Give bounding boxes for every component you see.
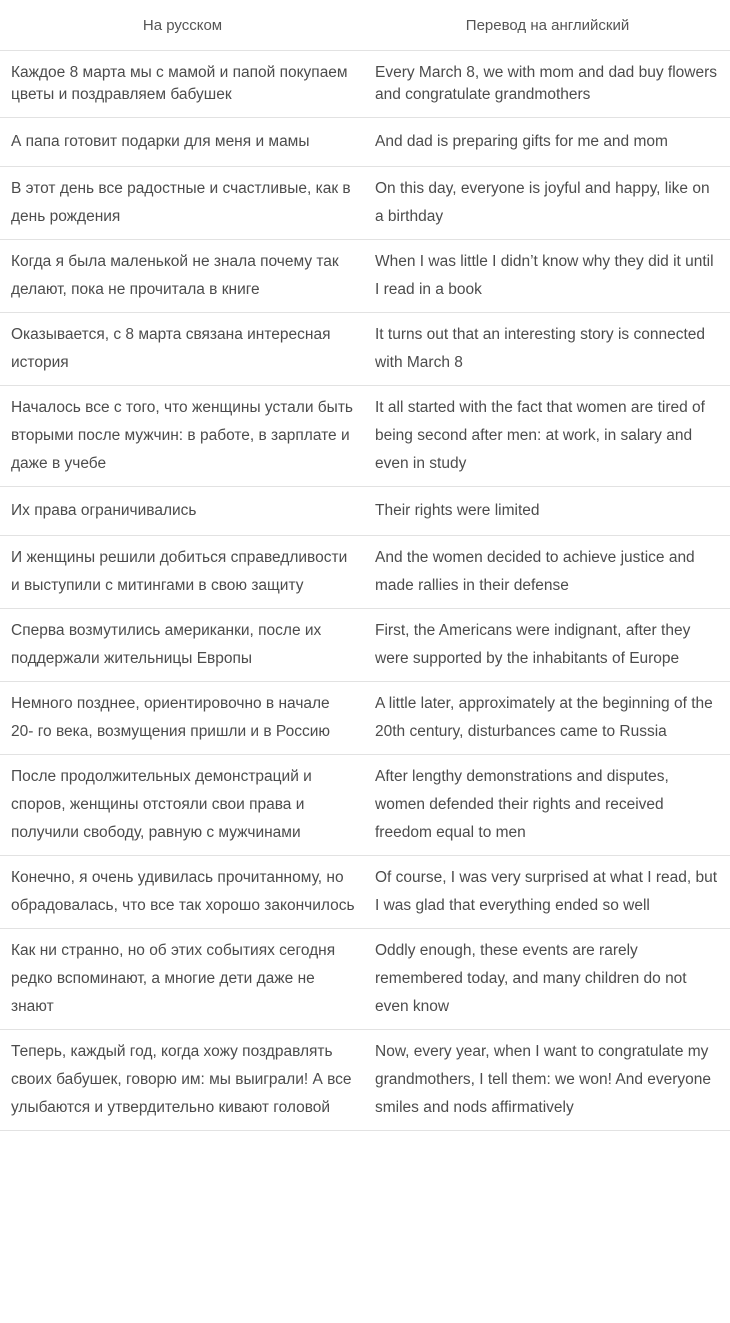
russian-cell: Каждое 8 марта мы с мамой и папой покупаем цветы и поздравляем бабушек: [0, 51, 365, 118]
russian-cell: Теперь, каждый год, когда хожу поздравлять своих бабушек, говорю им: мы выиграли! А все улыбаются и утвердительно кивают головой: [0, 1030, 365, 1131]
russian-cell: Началось все с того, что женщины устали быть вторыми после мужчин: в работе, в зарплате и даже в учебе: [0, 386, 365, 487]
english-cell: And dad is preparing gifts for me and mom: [365, 118, 730, 167]
english-cell: It turns out that an interesting story is connected with March 8: [365, 313, 730, 386]
english-cell: First, the Americans were indignant, after they were supported by the inhabitants of Europe: [365, 609, 730, 682]
table-row: [0, 609, 730, 682]
table-row: [0, 1030, 730, 1131]
russian-cell: Конечно, я очень удивилась прочитанному, но обрадовалась, что все так хорошо закончилось: [0, 856, 365, 929]
table-header-row: [0, 0, 730, 51]
english-cell: Now, every year, when I want to congratulate my grandmothers, I tell them: we won! And everyone smiles and nods affirmatively: [365, 1030, 730, 1131]
table-row: [0, 536, 730, 609]
english-cell: Oddly enough, these events are rarely remembered today, and many children do not even know: [365, 929, 730, 1030]
russian-cell: Их права ограничивались: [0, 487, 365, 536]
column-header-english: Перевод на английский: [365, 0, 730, 51]
english-cell: When I was little I didn’t know why they did it until I read in a book: [365, 240, 730, 313]
english-cell: Their rights were limited: [365, 487, 730, 536]
table-row: [0, 51, 730, 118]
russian-cell: И женщины решили добиться справедливости и выступили с митингами в свою защиту: [0, 536, 365, 609]
english-cell: Every March 8, we with mom and dad buy flowers and congratulate grandmothers: [365, 51, 730, 118]
english-cell: After lengthy demonstrations and disputes, women defended their rights and received freedom equal to men: [365, 755, 730, 856]
table-row: [0, 313, 730, 386]
russian-cell: В этот день все радостные и счастливые, как в день рождения: [0, 167, 365, 240]
russian-cell: Оказывается, с 8 марта связана интересная история: [0, 313, 365, 386]
english-cell: Of course, I was very surprised at what I read, but I was glad that everything ended so well: [365, 856, 730, 929]
russian-cell: Когда я была маленькой не знала почему так делают, пока не прочитала в книге: [0, 240, 365, 313]
english-cell: And the women decided to achieve justice and made rallies in their defense: [365, 536, 730, 609]
table-row: [0, 240, 730, 313]
russian-cell: А папа готовит подарки для меня и мамы: [0, 118, 365, 167]
english-cell: It all started with the fact that women are tired of being second after men: at work, in salary and even in study: [365, 386, 730, 487]
russian-cell: Немного позднее, ориентировочно в начале 20- го века, возмущения пришли и в Россию: [0, 682, 365, 755]
table-row: [0, 682, 730, 755]
table-row: [0, 118, 730, 167]
table-row: [0, 487, 730, 536]
table-row: [0, 167, 730, 240]
russian-cell: Сперва возмутились американки, после их поддержали жительницы Европы: [0, 609, 365, 682]
table-row: [0, 929, 730, 1030]
table-row: [0, 386, 730, 487]
english-cell: On this day, everyone is joyful and happy, like on a birthday: [365, 167, 730, 240]
russian-cell: После продолжительных демонстраций и споров, женщины отстояли свои права и получили свободу, равную с мужчинами: [0, 755, 365, 856]
table-row: [0, 755, 730, 856]
table-row: [0, 856, 730, 929]
russian-cell: Как ни странно, но об этих событиях сегодня редко вспоминают, а многие дети даже не знают: [0, 929, 365, 1030]
column-header-russian: На русском: [0, 0, 365, 51]
english-cell: A little later, approximately at the beginning of the 20th century, disturbances came to Russia: [365, 682, 730, 755]
